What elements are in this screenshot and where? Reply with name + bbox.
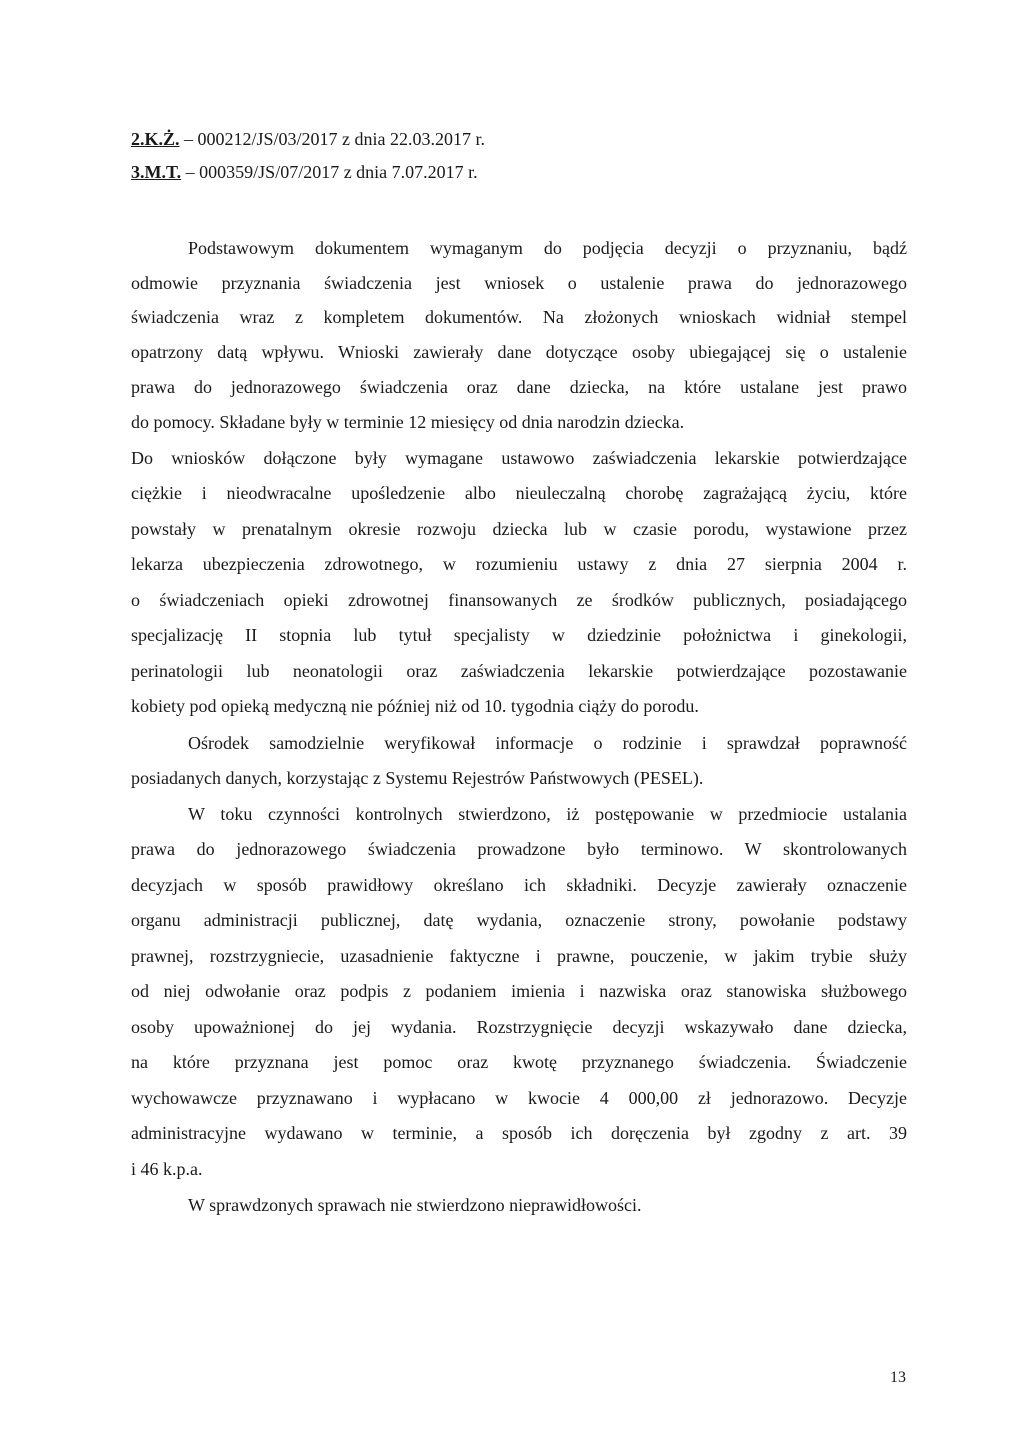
paragraph-line: Do wniosków dołączone były wymagane ustawowo zaświadczenia lekarskie potwierdzające [131, 448, 907, 468]
page-number: 13 [890, 1369, 906, 1386]
paragraph-line: odmowie przyznania świadczenia jest wniosek o ustalenie prawa do jednorazowego [131, 273, 907, 293]
paragraph-line: posiadanych danych, korzystając z Systemu Rejestrów Państwowych (PESEL). [131, 768, 704, 788]
paragraph-line: osoby upoważnionej do jej wydania. Rozstrzygnięcie decyzji wskazywało dane dziecka, [131, 1017, 907, 1037]
paragraph-line: prawa do jednorazowego świadczenia oraz dane dziecka, na które ustalane jest prawo [131, 377, 907, 397]
paragraph-line: kobiety pod opieką medyczną nie później niż od 10. tygodnia ciąży do porodu. [131, 696, 699, 716]
paragraph-line: prawa do jednorazowego świadczenia prowadzone było terminowo. W skontrolowanych [131, 839, 907, 859]
paragraph-line: Podstawowym dokumentem wymaganym do podjęcia decyzji o przyznaniu, bądź [188, 238, 907, 258]
paragraph-line: o świadczeniach opieki zdrowotnej finansowanych ze środków publicznych, posiadającego [131, 590, 907, 610]
case-id: 3.M.T. [131, 162, 182, 182]
paragraph-line: świadczenia wraz z kompletem dokumentów. Na złożonych wnioskach widniał stempel [131, 307, 907, 327]
paragraph-line: W sprawdzonych sprawach nie stwierdzono nieprawidłowości. [188, 1195, 642, 1215]
paragraph-line: lekarza ubezpieczenia zdrowotnego, w rozumieniu ustawy z dnia 27 sierpnia 2004 r. [131, 554, 907, 574]
case-ref: – 000212/JS/03/2017 z dnia 22.03.2017 r. [179, 129, 486, 149]
paragraph-line: opatrzony datą wpływu. Wnioski zawierały dane dotyczące osoby ubiegającej się o ustalenie [131, 342, 907, 362]
paragraph-line: prawnej, rozstrzygniecie, uzasadnienie faktyczne i prawne, pouczenie, w jakim trybie służy [131, 946, 907, 966]
paragraph-line: i 46 k.p.a. [131, 1159, 203, 1179]
paragraph-line: specjalizację II stopnia lub tytuł specjalisty w dziedzinie położnictwa i ginekologii, [131, 625, 907, 645]
paragraph-line: decyzjach w sposób prawidłowy określano ich składniki. Decyzje zawierały oznaczenie [131, 875, 907, 895]
paragraph-line: organu administracji publicznej, datę wydania, oznaczenie strony, powołanie podstawy [131, 910, 907, 930]
paragraph-line: do pomocy. Składane były w terminie 12 miesięcy od dnia narodzin dziecka. [131, 412, 685, 432]
list-item-2 [131, 160, 907, 184]
list-item-1 [131, 127, 907, 151]
paragraph-line: administracyjne wydawano w terminie, a sposób ich doręczenia był zgodny z art. 39 [131, 1123, 907, 1143]
paragraph-line: perinatologii lub neonatologii oraz zaświadczenia lekarskie potwierdzające pozostawanie [131, 661, 907, 681]
case-id: 2.K.Ż. [131, 129, 180, 149]
paragraph-line: na które przyznana jest pomoc oraz kwotę przyznanego świadczenia. Świadczenie [131, 1052, 907, 1072]
case-ref: – 000359/JS/07/2017 z dnia 7.07.2017 r. [181, 162, 478, 182]
paragraph-line: powstały w prenatalnym okresie rozwoju dziecka lub w czasie porodu, wystawione przez [131, 519, 907, 539]
paragraph-line: wychowawcze przyznawano i wypłacano w kwocie 4 000,00 zł jednorazowo. Decyzje [131, 1088, 907, 1108]
paragraph-line: Ośrodek samodzielnie weryfikował informacje o rodzinie i sprawdzał poprawność [188, 733, 907, 753]
paragraph-line: od niej odwołanie oraz podpis z podaniem imienia i nazwiska oraz stanowiska służbowego [131, 981, 907, 1001]
paragraph-line: W toku czynności kontrolnych stwierdzono, iż postępowanie w przedmiocie ustalania [188, 804, 907, 824]
paragraph-line: ciężkie i nieodwracalne upośledzenie albo nieuleczalną chorobę zagrażającą życiu, które [131, 483, 907, 503]
